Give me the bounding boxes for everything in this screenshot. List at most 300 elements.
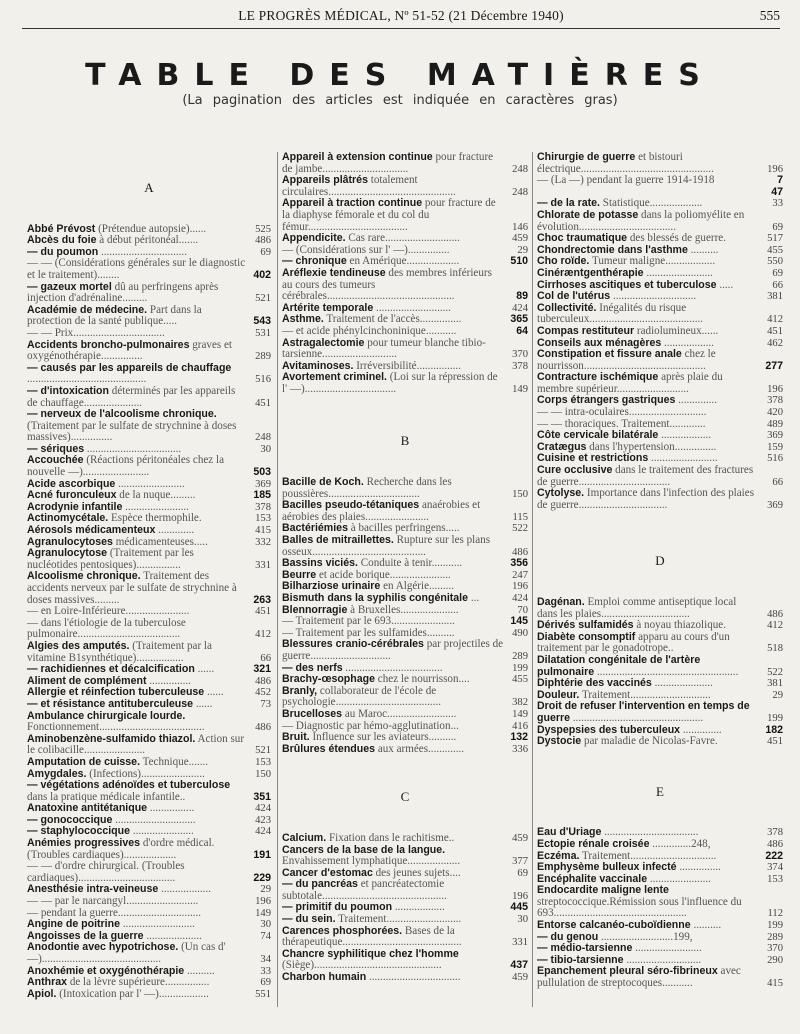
entry-page-number: 445: [510, 901, 528, 914]
index-entry: [537, 349, 783, 372]
entry-description: Cas rare...........................: [348, 232, 460, 245]
entry-description: Rupture sur les plans osseux.........................................: [282, 534, 491, 558]
entry-heading: Constipation et fissure anale: [537, 348, 682, 361]
entry-heading: — du pancréas: [282, 878, 358, 891]
entry-description: .......................: [125, 500, 189, 513]
entry-heading: Appareil à traction continue: [282, 197, 423, 210]
entry-heading: Anesthésie intra-veineuse: [27, 883, 159, 896]
entry-page-number: 455: [767, 244, 783, 256]
entry-heading: Astragalectomie: [282, 336, 365, 349]
index-entry: [282, 268, 528, 303]
page-subtitle: (La pagination des articles est indiquée en caractères gras): [182, 93, 618, 108]
entry-description: Emploi comme antiseptique local dans les plaies................................: [537, 596, 737, 620]
entry-heading: Conseils aux ménagères: [537, 336, 662, 349]
entry-heading: Blessures cranio-cérébrales: [282, 638, 424, 651]
spacer: [537, 511, 783, 555]
spacer: [537, 748, 783, 786]
entry-heading: Endocardite maligne lente: [537, 884, 669, 897]
entry-text: [282, 268, 504, 303]
entry-heading: — d'intoxication: [27, 384, 109, 397]
entry-page-number: 521: [255, 293, 271, 305]
entry-heading: Branly,: [282, 684, 318, 697]
entry-description: ................: [149, 802, 195, 815]
entry-heading: Carences phosphorées.: [282, 924, 403, 937]
index-entry: [27, 942, 271, 965]
section-letter: E: [656, 783, 664, 799]
entry-page-number: 331: [512, 937, 528, 949]
entry-text: [282, 845, 504, 868]
entry-page-number: 150: [255, 768, 271, 780]
entry-heading: — gonococcique: [27, 813, 113, 826]
entry-page-number: 149: [512, 708, 528, 720]
entry-heading: Calcium.: [282, 831, 327, 844]
entry-heading: Agranulocytose: [27, 547, 108, 560]
entry-text: [27, 989, 247, 1001]
entry-description: — en Loire-Inférieure.......................: [27, 605, 190, 618]
entry-heading: Epanchement pleural séro-fibrineux: [537, 965, 718, 978]
entry-page-number: 66: [260, 652, 271, 664]
entry-page-number: 424: [255, 803, 271, 815]
entry-page-number: 531: [255, 327, 271, 339]
entry-description: (Prétendue autopsie)......: [98, 222, 207, 235]
entry-description: ..................: [394, 901, 445, 914]
entry-description: en Amérique...................: [349, 255, 460, 268]
entry-heading: Chondrectomie dans l'asthme: [537, 243, 688, 256]
entry-description: dans la poliomyélite en évolution...................................: [537, 208, 745, 233]
index-entry: [27, 861, 271, 884]
entry-description: Technique.......: [142, 755, 209, 768]
entry-heading: Chirurgie de guerre: [537, 151, 636, 163]
entry-heading: — du sein.: [282, 913, 336, 926]
entry-heading: Cratægus: [537, 440, 587, 453]
entry-page-number: 415: [255, 525, 271, 537]
entry-description: radiolumineux......: [636, 324, 719, 337]
entry-description: ..................: [664, 336, 714, 349]
entry-description: (Traitement par les nucléotides pentosiques)................: [27, 547, 194, 571]
index-entry: [282, 175, 528, 198]
entry-description: ..................................: [86, 442, 182, 455]
entry-heading: Allergie et réinfection tuberculeuse: [27, 686, 205, 699]
entry-text: [282, 477, 504, 500]
spacer: [282, 803, 528, 833]
index-entry: [537, 465, 783, 488]
entry-heading: Balles de mitraillettes.: [282, 534, 394, 547]
entry-description: Inégalités du risque tuberculeux.........................................: [537, 301, 704, 326]
entry-description: à début péritonéal.......: [99, 234, 199, 247]
index-entry: [282, 845, 528, 868]
entry-description: ...............................................: [572, 711, 704, 724]
index-entry: [27, 363, 271, 386]
entry-description: — (Considérations sur l' —)...............: [282, 243, 450, 256]
index-column-3: [537, 152, 783, 1032]
page-number: 555: [759, 8, 780, 23]
index-entry: [27, 340, 271, 363]
entry-heading: Compas restituteur: [537, 324, 635, 337]
page-title: TABLE DES MATIÈRES: [85, 58, 715, 93]
entry-heading: Corps étrangers gastriques: [537, 394, 676, 407]
entry-text: [282, 372, 504, 395]
entry-description: ...............: [679, 861, 721, 874]
entry-heading: Cho roïde.: [537, 255, 590, 268]
entry-description: — Traitement par le 693.......................: [282, 615, 455, 628]
entry-page-number: 34: [260, 954, 271, 965]
entry-heading: Blennorragie: [282, 603, 348, 616]
spacer: [537, 797, 783, 827]
entry-heading: Acrodynie infantile: [27, 500, 123, 513]
entry-text: [537, 175, 759, 187]
entry-heading: — chronique: [282, 255, 347, 268]
entry-text: [27, 618, 247, 641]
entry-heading: Dérivés sulfamidés: [537, 619, 634, 632]
entry-heading: Col de l'utérus: [537, 290, 611, 303]
entry-description: ....................: [146, 929, 202, 942]
entry-page-number: 459: [512, 233, 528, 245]
entry-heading: Cirrhoses ascitiques et tuberculose: [537, 278, 717, 291]
entry-heading: Avitaminoses.: [282, 359, 354, 372]
entry-page-number: 112: [767, 908, 783, 920]
entry-page-number: 153: [767, 873, 783, 885]
entry-description: ..................................: [604, 826, 699, 839]
entry-description: Traitement...........................: [338, 913, 462, 926]
entry-heading: Dystocie: [537, 735, 582, 748]
entry-heading: Artérite temporale: [282, 301, 374, 314]
entry-description: ........................: [646, 266, 713, 279]
entry-description: par maladie de Nicolas-Favre.: [583, 735, 718, 748]
entry-text: [537, 597, 759, 620]
entry-heading: Bruit.: [282, 731, 310, 744]
index-entry: [27, 838, 271, 861]
entry-text: [282, 949, 504, 972]
entry-heading: Appendicite.: [282, 232, 346, 245]
entry-page-number: 289: [512, 650, 528, 662]
entry-heading: Cure occlusive: [537, 464, 613, 477]
entry-heading: Cancer d'estomac: [282, 866, 373, 879]
entry-description: ...............: [149, 674, 191, 687]
entry-page-number: 377: [512, 856, 528, 868]
entry-page-number: 30: [260, 919, 271, 931]
entry-heading: Anatoxine antitétanique: [27, 802, 148, 815]
entry-description: de la lèvre supérieure................: [69, 976, 210, 989]
entry-heading: Appareil à extension continue: [282, 151, 433, 163]
entry-text: [27, 386, 247, 409]
entry-description: médicamenteuses.....: [115, 535, 208, 548]
entry-description: d'ordre médical. (Troubles cardiaques)...................: [27, 837, 215, 861]
entry-page-number: 29: [260, 884, 271, 896]
entry-description: Recherche dans les poussières.................................: [282, 476, 452, 500]
index-entry: [537, 372, 783, 395]
entry-description: ..............: [678, 394, 717, 407]
entry-heading: Ectopie rénale croisée: [537, 837, 650, 850]
entry-heading: Asthme.: [282, 313, 324, 326]
entry-text: [282, 500, 504, 523]
index-entry: [282, 198, 528, 233]
entry-description: (Traitement par le sulfate de strychnine à doses massives)...............: [27, 419, 237, 444]
entry-heading: Acné furonculeux: [27, 489, 117, 502]
entry-page-number: 437: [510, 959, 528, 972]
entry-heading: Dilatation congénitale de l'artère pulmonaire: [537, 653, 701, 678]
index-entry: [282, 639, 528, 662]
entry-description: pour fracture de la diaphyse fémorale et du col du fémur....................................: [282, 197, 496, 233]
entry-description: (Réactions péritonéales chez la nouvelle —)........................: [27, 454, 224, 479]
entry-text: [282, 972, 504, 984]
entry-description: ...........................: [626, 953, 702, 966]
entry-description: Fonctionnement......................................: [27, 721, 205, 734]
entry-description: — et acide phénylcinchoninique...........: [282, 324, 457, 337]
index-entry: [282, 744, 528, 756]
entry-page-number: 150: [512, 488, 528, 500]
entry-description: Envahissement lymphatique...................: [282, 855, 461, 868]
entry-page-number: 74: [260, 930, 271, 942]
entry-page-number: 248: [255, 432, 271, 444]
entry-page-number: 115: [512, 511, 528, 523]
entry-heading: Agranulocytoses: [27, 535, 113, 548]
entry-page-number: 248: [512, 186, 528, 198]
entry-heading: — et résistance antituberculeuse: [27, 697, 194, 710]
entry-page-number: 415: [767, 978, 783, 990]
entry-description: ......................: [132, 825, 194, 838]
entry-page-number: 145: [510, 615, 528, 628]
entry-page-number: 365: [510, 313, 528, 326]
entry-description: graves et oxygénothérapie...............: [27, 338, 232, 363]
entry-text: [282, 879, 504, 902]
entry-page-number: 451: [767, 736, 783, 748]
entry-heading: — staphylococcique: [27, 825, 131, 838]
index-column-2: [282, 152, 528, 1032]
entry-heading: Amygdales.: [27, 767, 87, 780]
running-head: [22, 8, 780, 28]
entry-description: avec pullulation de streptocoques...........: [537, 965, 741, 990]
entry-text: [537, 655, 759, 678]
index-entry: [27, 641, 271, 664]
index-entry: [537, 632, 783, 655]
entry-page-number: 381: [767, 291, 783, 303]
entry-heading: Ambulance chirurgicale lourde.: [27, 709, 186, 722]
entry-heading: Algies des amputés.: [27, 639, 130, 652]
entry-page-number: 132: [510, 731, 528, 744]
entry-text: [27, 305, 247, 328]
entry-description: Tumeur maligne..................: [591, 255, 716, 268]
section-letter: C: [400, 789, 410, 805]
entry-description: totalement circulaires..............................................: [282, 174, 456, 198]
entry-page-number: 66: [772, 476, 783, 488]
entry-description: Influence sur les aviateurs..........: [312, 731, 457, 744]
entry-description: — Traitement par les sulfamides..........: [282, 626, 455, 639]
index-entry: [537, 152, 783, 175]
entry-page-number: 378: [767, 827, 783, 839]
entry-description: Part dans la protection de la santé publique.....: [27, 303, 202, 328]
entry-description: après plaie du membre supérieur..........................: [537, 371, 723, 395]
entry-text: [537, 210, 759, 233]
entry-heading: — médio-tarsienne: [537, 942, 633, 955]
entry-page-number: 7: [777, 174, 783, 187]
entry-description: Conduite à tenir...........: [360, 557, 463, 570]
entry-page-number: 229: [253, 871, 271, 884]
entry-page-number: 30: [260, 443, 271, 455]
entry-text: [282, 152, 504, 175]
entry-text: [27, 409, 247, 444]
entry-heading: Chlorate de potasse: [537, 208, 639, 221]
entry-page-number: 332: [255, 536, 271, 548]
entry-text: [282, 338, 504, 361]
entry-description: ..............................: [612, 290, 697, 303]
entry-description: ........................: [635, 942, 702, 955]
entry-heading: Anodontie avec hypotrichose.: [27, 941, 179, 954]
entry-page-number: 182: [765, 723, 783, 736]
entry-page-number: 69: [260, 977, 271, 989]
index-entry: [27, 386, 271, 409]
entry-page-number: 64: [516, 324, 528, 337]
entry-description: — — d'ordre chirurgical. (Troubles cardiaques)...................................: [27, 860, 185, 884]
entry-page-number: 424: [512, 593, 528, 604]
entry-page-number: 159: [767, 441, 783, 453]
entry-heading: — des nerfs: [282, 661, 343, 674]
entry-heading: Diphtérie des vaccinés: [537, 677, 652, 690]
entry-heading: Actinomycétale.: [27, 512, 109, 525]
entry-text: [537, 488, 759, 511]
entry-text: [27, 780, 247, 803]
entry-description: de la nuque.........: [119, 489, 196, 502]
index-entry: [282, 972, 528, 984]
entry-page-number: 290: [767, 954, 783, 966]
entry-text: [27, 942, 247, 965]
entry-heading: Eczéma.: [537, 849, 580, 862]
entry-heading: Bilharziose urinaire: [282, 580, 381, 593]
entry-heading: Alcoolisme chronique.: [27, 570, 141, 583]
entry-heading: Bacille de Koch.: [282, 476, 364, 489]
entry-description: ...: [470, 592, 480, 604]
entry-description: apparu au cours d'un traitement par le gonadotrope..: [537, 630, 730, 655]
entry-description: — — (Considérations générales sur le diagnostic et le traitement)........: [27, 257, 246, 281]
entry-page-number: 29: [772, 689, 783, 701]
entry-description: .....................: [654, 677, 713, 690]
entry-page-number: 33: [772, 198, 783, 210]
entry-heading: Eau d'Uriage: [537, 826, 602, 839]
entry-description: .................................: [368, 971, 461, 984]
entry-description: (Loi sur la répression de l' —).................................: [282, 371, 498, 395]
index-entry: [282, 949, 528, 972]
entry-description: anaérobies et aérobies des plaies.......................: [282, 499, 481, 523]
entry-description: (Infections).......................: [89, 767, 205, 780]
entry-page-number: 199: [512, 662, 528, 674]
entry-heading: Bismuth dans la syphilis congénitale: [282, 592, 469, 604]
entry-page-number: 69: [772, 221, 783, 233]
entry-heading: — sériques: [27, 442, 85, 455]
index-entry: [537, 966, 783, 989]
entry-description: Traitement de l'accès...............: [326, 313, 462, 326]
entry-text: [537, 465, 759, 488]
entry-description: streptococcique.Rémission sous l'influence du 693................................................: [537, 895, 742, 920]
entry-heading: Aliment de complément: [27, 674, 147, 687]
spacer: [282, 755, 528, 791]
entry-description: Action sur le colibacille......................: [27, 732, 245, 757]
entry-description: par projectiles de guerre.............................: [282, 638, 504, 662]
entry-description: — — thoraciques. Traitement.............: [537, 417, 706, 430]
entry-page-number: 551: [255, 988, 271, 1000]
entry-page-number: 381: [767, 678, 783, 690]
entry-heading: Dagénan.: [537, 596, 585, 608]
entry-heading: Beurre: [282, 568, 317, 581]
entry-page-number: 486: [767, 838, 783, 850]
entry-page-number: 420: [767, 407, 783, 419]
entry-page-number: 486: [255, 235, 271, 247]
index-entry: [27, 548, 271, 571]
entry-page-number: 277: [765, 359, 783, 372]
entry-text: [27, 340, 247, 363]
entry-page-number: 69: [517, 867, 528, 879]
entry-description: Importance dans l'infection des plaies de guerre................................: [537, 487, 755, 511]
entry-page-number: 369: [767, 430, 783, 442]
entry-page-number: 382: [512, 697, 528, 709]
entry-description: — dans l'étiologie de la tuberculose pulmonaire.....................................: [27, 616, 186, 641]
index-entry: [27, 455, 271, 478]
entry-page-number: 149: [255, 907, 271, 919]
entry-heading: Abcès du foie: [27, 234, 97, 247]
entry-page-number: 517: [767, 233, 783, 245]
entry-heading: Dyspepsies des tuberculeux: [537, 723, 681, 736]
entry-heading: Emphysème bulleux infecté: [537, 861, 677, 874]
entry-page-number: 550: [767, 256, 783, 268]
entry-heading: Avortement criminel.: [282, 371, 387, 384]
entry-heading: Amputation de cuisse.: [27, 755, 141, 768]
entry-heading: Douleur.: [537, 688, 580, 701]
entry-text: [27, 258, 247, 281]
entry-heading: Accidents broncho-pulmonaires: [27, 338, 190, 351]
entry-description: Traitement des accidents nerveux par le sulfate de strychnine à doses massives.........: [27, 570, 237, 606]
entry-heading: Choc traumatique: [537, 232, 628, 245]
entry-heading: Brûlures étendues: [282, 742, 376, 755]
entry-page-number: 196: [767, 163, 783, 175]
entry-heading: Angine de poitrine: [27, 918, 120, 931]
entry-text: [537, 736, 759, 748]
index-entry: [27, 734, 271, 757]
entry-heading: Entorse calcanéo-cuboïdienne: [537, 919, 691, 932]
entry-text: [282, 175, 504, 198]
section-letter: D: [655, 553, 665, 569]
entry-page-number: 248: [512, 163, 528, 175]
entry-page-number: 486: [255, 722, 271, 734]
entry-description: ........................: [118, 477, 185, 490]
entry-page-number: 486: [512, 546, 528, 558]
entry-page-number: 412: [255, 629, 271, 641]
entry-heading: Encéphalite vaccinale: [537, 872, 648, 885]
entry-page-number: 199: [767, 920, 783, 932]
index-entry: [282, 879, 528, 902]
entry-description: des membres inférieurs au cours des tumeurs cérébrales..............................................: [282, 266, 492, 303]
index-column-1: [27, 152, 271, 1032]
entry-description: ..................: [161, 883, 211, 896]
entry-page-number: 412: [767, 620, 783, 632]
entry-page-number: 543: [253, 315, 271, 328]
entry-description: ..........: [690, 243, 719, 256]
entry-page-number: 416: [512, 720, 528, 732]
entry-text: [27, 363, 247, 386]
entry-page-number: 459: [512, 832, 528, 844]
entry-description: au Maroc.........................: [344, 707, 457, 720]
entry-page-number: 196: [255, 896, 271, 908]
entry-description: ..........: [186, 964, 215, 977]
entry-page-number: 378: [512, 360, 528, 372]
entry-heading: Anémies progressives: [27, 837, 141, 850]
entry-page-number: 374: [767, 862, 783, 874]
entry-description: ...................................: [345, 661, 443, 674]
entry-description: à bacilles perfringens.....: [350, 522, 460, 535]
entry-description: .....: [719, 278, 734, 291]
entry-description: ...........................: [376, 301, 451, 314]
entry-page-number: 146: [512, 221, 528, 233]
index-entry: [282, 152, 528, 175]
entry-page-number: 489: [767, 418, 783, 430]
entry-page-number: 356: [510, 557, 528, 570]
